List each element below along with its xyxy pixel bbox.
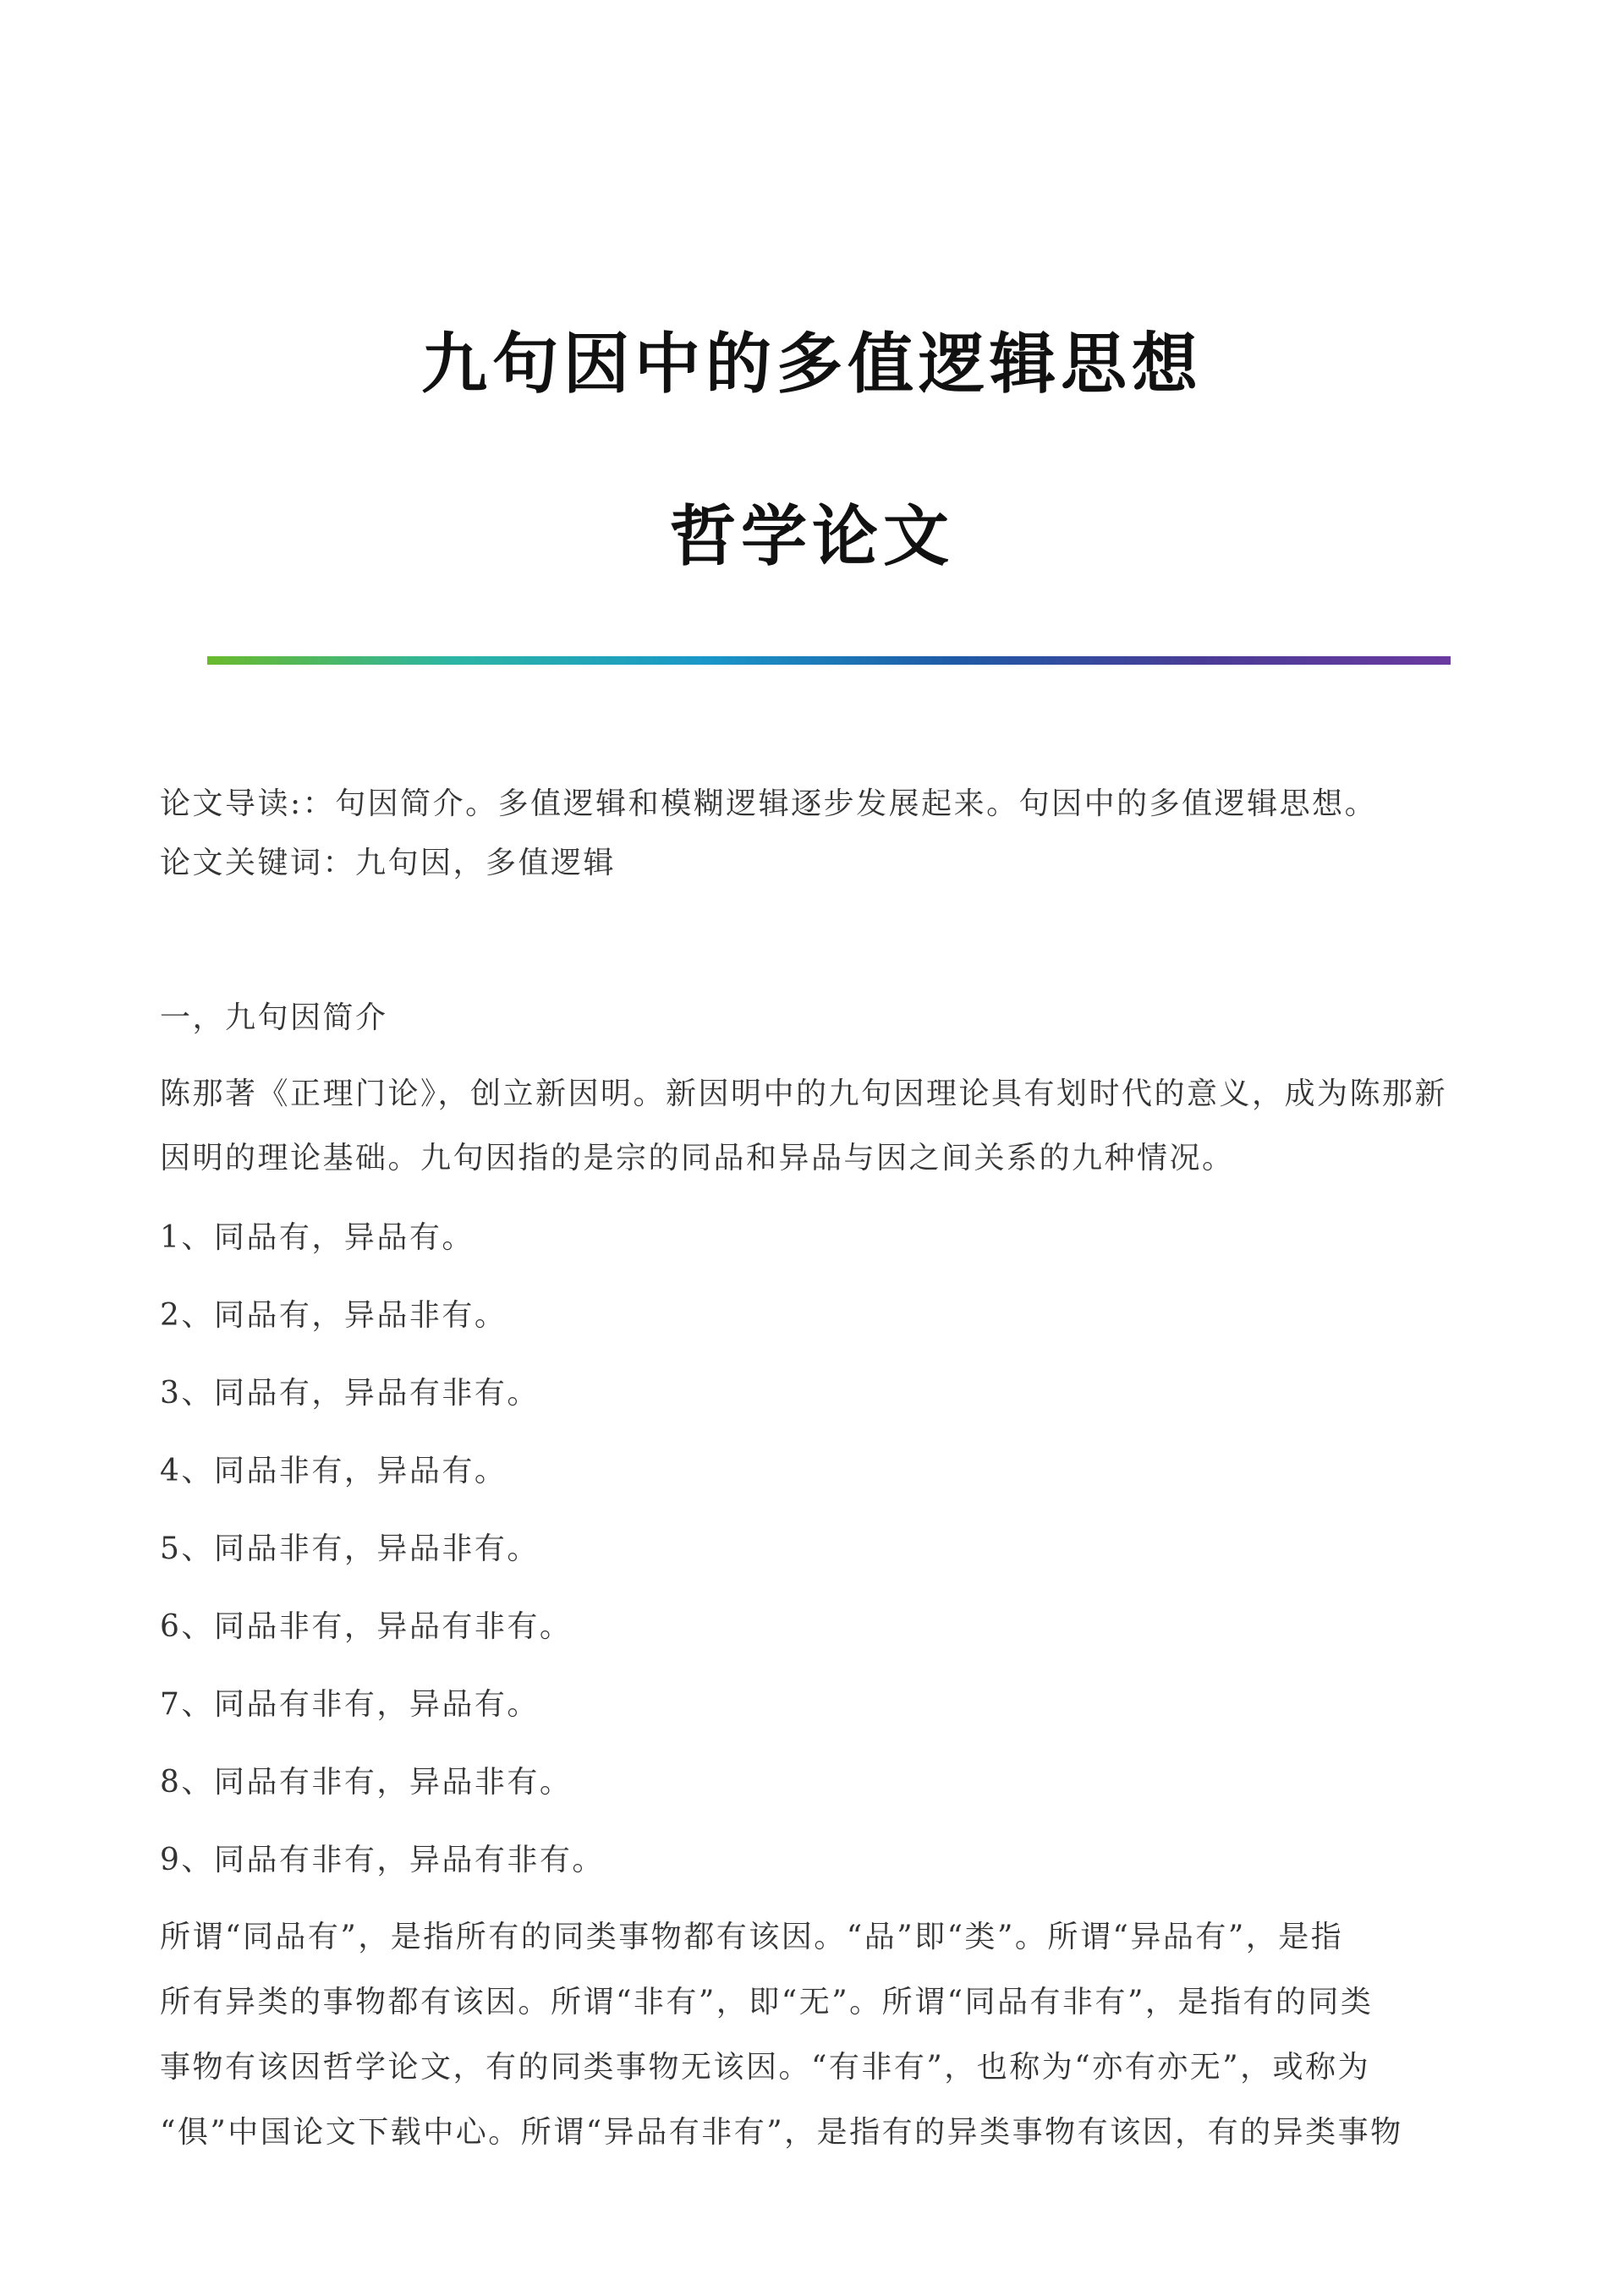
list-item: 1、同品有，异品有。	[160, 1220, 475, 1255]
list-item: 6、同品非有，异品有非有。	[160, 1609, 573, 1644]
paragraph-line: 陈那著《正理门论》，创立新因明。新因明中的九句因理论具有划时代的意义，成为陈那新	[160, 1077, 1448, 1111]
document-title-line-2: 哲学论文	[669, 499, 954, 575]
paper-guide: 论文导读:：句因简介。多值逻辑和模糊逻辑逐步发展起来。句因中的多值逻辑思想。	[160, 786, 1378, 821]
paper-keywords: 论文关键词：九句因，多值逻辑	[160, 846, 617, 880]
document-body	[160, 775, 1473, 2165]
list-item: 4、同品非有，异品有。	[160, 1454, 508, 1488]
list-item: 8、同品有非有，异品非有。	[160, 1765, 573, 1800]
paragraph-line: 事物有该因哲学论文，有的同类事物无该因。“有非有”，也称为“亦有亦无”，或称为	[160, 2050, 1371, 2085]
list-item: 7、同品有非有，异品有。	[160, 1687, 540, 1722]
gradient-divider	[207, 656, 1451, 665]
intro-paragraph	[160, 1062, 1473, 1191]
section-heading: 一，九句因简介	[160, 1000, 388, 1035]
explanation-paragraph	[160, 1904, 1473, 2165]
paragraph-line: “俱”中国论文下载中心。所谓“异品有非有”，是指有的异类事物有该因，有的异类事物	[160, 2115, 1403, 2150]
nine-cases-list	[160, 1199, 1473, 1899]
paragraph-line: 因明的理论基础。九句因指的是宗的同品和异品与因之间关系的九种情况。	[160, 1141, 1235, 1175]
list-item: 9、同品有非有，异品有非有。	[160, 1843, 605, 1877]
paper-meta	[160, 775, 1473, 893]
paragraph-line: 所有异类的事物都有该因。所谓“非有”，即“无”。所谓“同品有非有”，是指有的同类	[160, 1985, 1374, 2019]
paragraph-line: 所谓“同品有”，是指所有的同类事物都有该因。“品”即“类”。所谓“异品有”，是指	[160, 1920, 1344, 1954]
list-item: 2、同品有，异品非有。	[160, 1298, 508, 1333]
document-title-line-1: 九句因中的多值逻辑思想	[420, 326, 1203, 403]
list-item: 5、同品非有，异品非有。	[160, 1532, 540, 1566]
list-item: 3、同品有，异品有非有。	[160, 1376, 540, 1411]
